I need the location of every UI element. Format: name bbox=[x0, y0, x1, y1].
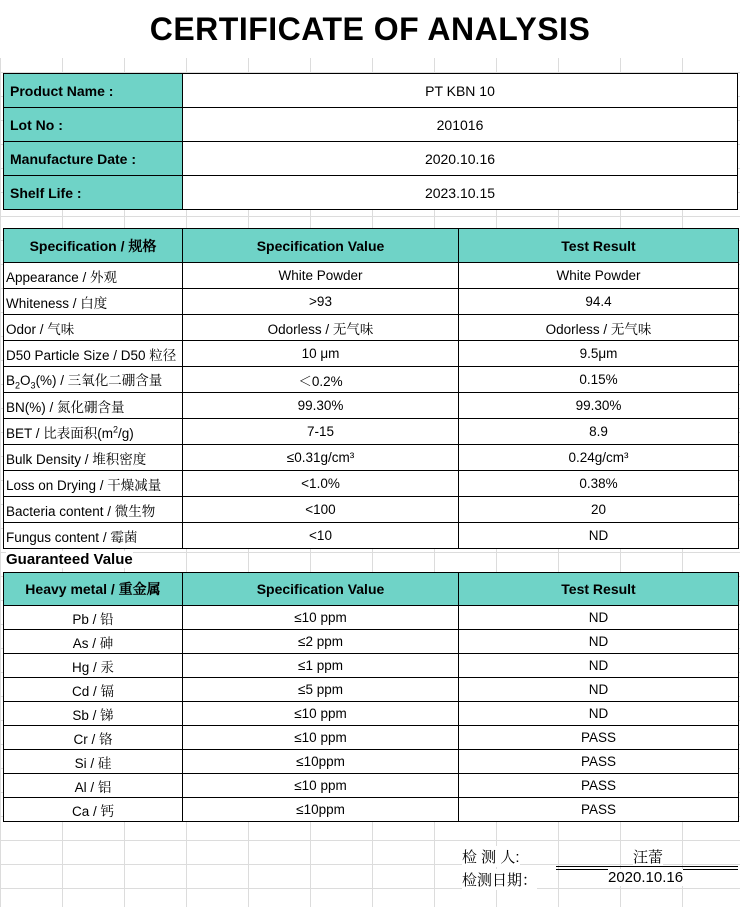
spec-value: ≤0.31g/cm³ bbox=[183, 445, 459, 471]
table-row bbox=[4, 445, 739, 471]
test-result: 0.24g/cm³ bbox=[459, 445, 739, 471]
metal-name: Hg / 汞 bbox=[4, 654, 183, 678]
test-result: 0.15% bbox=[459, 367, 739, 393]
spec-value: ≤10 ppm bbox=[183, 726, 459, 750]
metal-name: As / 砷 bbox=[4, 630, 183, 654]
spec-value: >93 bbox=[183, 289, 459, 315]
superscript: 2 bbox=[113, 424, 119, 434]
heavy-metal-table bbox=[3, 572, 739, 822]
signature-underline bbox=[556, 866, 738, 867]
spec-item-name: Loss on Drying / 干燥减量 bbox=[4, 471, 183, 497]
info-label: Lot No : bbox=[4, 108, 183, 142]
test-result: ND bbox=[459, 702, 739, 726]
spec-value: <100 bbox=[183, 497, 459, 523]
table-row bbox=[4, 606, 739, 630]
test-result: 20 bbox=[459, 497, 739, 523]
subscript: 2 bbox=[15, 380, 21, 391]
spec-item-name: Appearance / 外观 bbox=[4, 263, 183, 289]
metal-name: Si / 硅 bbox=[4, 750, 183, 774]
spec-value: ≤10 ppm bbox=[183, 606, 459, 630]
test-result: ND bbox=[459, 523, 739, 549]
column-header: Specification / 规格 bbox=[4, 229, 183, 263]
spec-value: <10 bbox=[183, 523, 459, 549]
info-row-shelf-life bbox=[4, 176, 738, 210]
column-header: Test Result bbox=[459, 229, 739, 263]
spec-value: ≤5 ppm bbox=[183, 678, 459, 702]
column-header: Test Result bbox=[459, 573, 739, 606]
spec-value: White Powder bbox=[183, 263, 459, 289]
tester-label: 检 测 人: bbox=[462, 846, 520, 867]
test-result: PASS bbox=[459, 726, 739, 750]
test-result: 0.38% bbox=[459, 471, 739, 497]
table-row bbox=[4, 630, 739, 654]
tester-name: 汪蕾 bbox=[633, 846, 663, 867]
table-row bbox=[4, 523, 739, 549]
info-label: Product Name : bbox=[4, 74, 183, 108]
table-row bbox=[4, 798, 739, 822]
metal-name: Ca / 钙 bbox=[4, 798, 183, 822]
name-part: (%) / 三氧化二硼含量 bbox=[35, 372, 163, 388]
metal-name: Cr / 铬 bbox=[4, 726, 183, 750]
spec-item-name: Bulk Density / 堆积密度 bbox=[4, 445, 183, 471]
spec-item-name: Fungus content / 霉菌 bbox=[4, 523, 183, 549]
info-label: Shelf Life : bbox=[4, 176, 183, 210]
guaranteed-value-heading: Guaranteed Value bbox=[6, 551, 133, 568]
info-value: 2020.10.16 bbox=[183, 142, 738, 176]
table-row bbox=[4, 263, 739, 289]
spec-value: ≤10 ppm bbox=[183, 774, 459, 798]
metal-name: Cd / 镉 bbox=[4, 678, 183, 702]
test-result: White Powder bbox=[459, 263, 739, 289]
column-header: Specification Value bbox=[183, 229, 459, 263]
spec-header-row bbox=[4, 229, 739, 263]
test-result: ND bbox=[459, 606, 739, 630]
table-row bbox=[4, 726, 739, 750]
spec-item-name: Bacteria content / 微生物 bbox=[4, 497, 183, 523]
spec-item-name: BN(%) / 氮化硼含量 bbox=[4, 393, 183, 419]
metal-name: Pb / 铅 bbox=[4, 606, 183, 630]
test-date-label: 检测日期： bbox=[462, 869, 537, 890]
spec-value: 7-15 bbox=[183, 419, 459, 445]
test-date-value: 2020.10.16 bbox=[608, 869, 684, 886]
metal-name: Sb / 锑 bbox=[4, 702, 183, 726]
spec-item-name bbox=[4, 419, 183, 445]
subscript: 3 bbox=[30, 380, 36, 391]
test-result: Odorless / 无气味 bbox=[459, 315, 739, 341]
spec-value: Odorless / 无气味 bbox=[183, 315, 459, 341]
info-row-lot-no bbox=[4, 108, 738, 142]
table-row bbox=[4, 341, 739, 367]
spec-value: ≤1 ppm bbox=[183, 654, 459, 678]
metal-header-row bbox=[4, 573, 739, 606]
table-row bbox=[4, 471, 739, 497]
name-part: BET / 比表面积(m bbox=[6, 425, 114, 441]
table-row bbox=[4, 654, 739, 678]
specification-table bbox=[3, 228, 739, 549]
name-part: /g) bbox=[118, 425, 134, 441]
info-label: Manufacture Date : bbox=[4, 142, 183, 176]
spec-item-name: Odor / 气味 bbox=[4, 315, 183, 341]
test-result: PASS bbox=[459, 774, 739, 798]
name-part: O bbox=[20, 372, 31, 388]
table-row bbox=[4, 750, 739, 774]
test-result: ND bbox=[459, 630, 739, 654]
table-row bbox=[4, 315, 739, 341]
test-result: ND bbox=[459, 678, 739, 702]
test-result: 8.9 bbox=[459, 419, 739, 445]
test-result: 99.30% bbox=[459, 393, 739, 419]
spec-value: ＜0.2% bbox=[183, 367, 459, 393]
test-result: ND bbox=[459, 654, 739, 678]
table-row bbox=[4, 702, 739, 726]
name-part: B bbox=[6, 372, 16, 388]
info-value: 201016 bbox=[183, 108, 738, 142]
test-result: PASS bbox=[459, 750, 739, 774]
table-row bbox=[4, 367, 739, 393]
spec-value: 10 μm bbox=[183, 341, 459, 367]
table-row bbox=[4, 393, 739, 419]
info-row-product-name bbox=[4, 74, 738, 108]
info-value: 2023.10.15 bbox=[183, 176, 738, 210]
test-result: PASS bbox=[459, 798, 739, 822]
metal-name: Al / 铝 bbox=[4, 774, 183, 798]
column-header: Specification Value bbox=[183, 573, 459, 606]
document-title: CERTIFICATE OF ANALYSIS bbox=[0, 0, 740, 58]
spec-item-name bbox=[4, 367, 183, 393]
spec-item-name: D50 Particle Size / D50 粒径 bbox=[4, 341, 183, 367]
spec-value: ≤10ppm bbox=[183, 798, 459, 822]
info-value: PT KBN 10 bbox=[183, 74, 738, 108]
table-row bbox=[4, 774, 739, 798]
product-info-table bbox=[3, 73, 738, 210]
spec-item-name: Whiteness / 白度 bbox=[4, 289, 183, 315]
spec-value: ≤10 ppm bbox=[183, 702, 459, 726]
table-row bbox=[4, 497, 739, 523]
info-row-manufacture-date bbox=[4, 142, 738, 176]
column-header: Heavy metal / 重金属 bbox=[4, 573, 183, 606]
table-row bbox=[4, 419, 739, 445]
table-row bbox=[4, 289, 739, 315]
test-result: 94.4 bbox=[459, 289, 739, 315]
spec-value: ≤2 ppm bbox=[183, 630, 459, 654]
table-row bbox=[4, 678, 739, 702]
test-result: 9.5μm bbox=[459, 341, 739, 367]
spec-value: ≤10ppm bbox=[183, 750, 459, 774]
spec-value: <1.0% bbox=[183, 471, 459, 497]
spec-value: 99.30% bbox=[183, 393, 459, 419]
